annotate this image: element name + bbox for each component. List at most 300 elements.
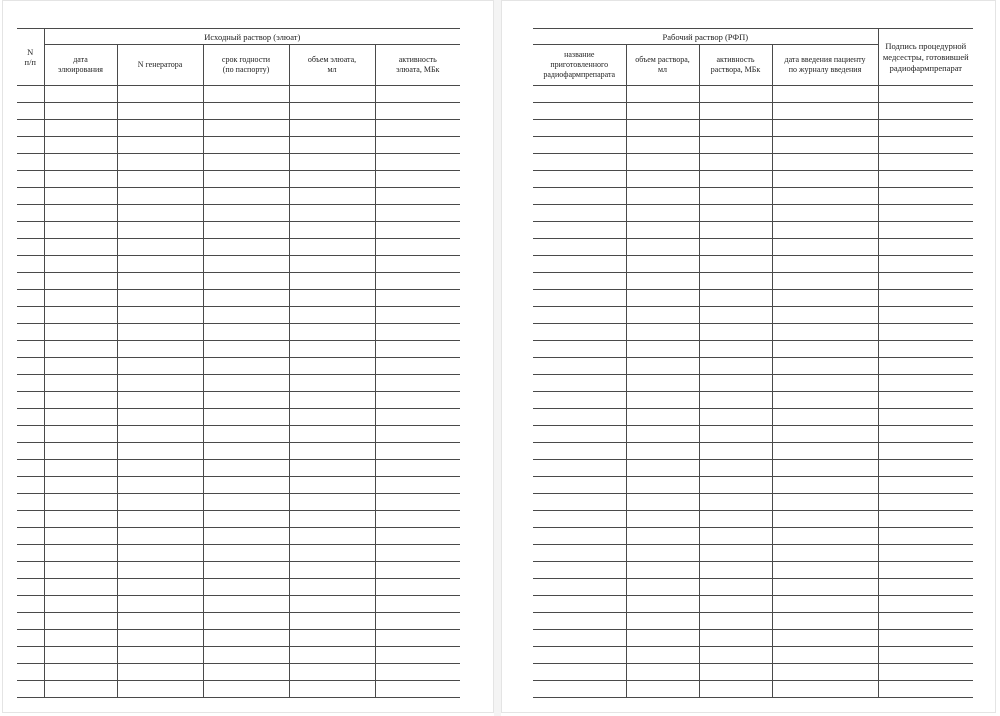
table-cell	[772, 239, 878, 256]
table-cell	[203, 103, 289, 120]
table-row	[533, 188, 973, 205]
table-cell	[772, 290, 878, 307]
table-cell	[44, 596, 117, 613]
table-cell	[117, 545, 203, 562]
table-cell	[878, 647, 973, 664]
table-row	[533, 392, 973, 409]
table-cell	[203, 681, 289, 698]
table-cell	[772, 375, 878, 392]
table-cell	[44, 528, 117, 545]
table-cell	[772, 222, 878, 239]
table-cell	[375, 511, 460, 528]
table-cell	[533, 120, 626, 137]
table-cell	[203, 426, 289, 443]
table-row	[533, 460, 973, 477]
table-cell	[117, 239, 203, 256]
table-cell	[289, 171, 375, 188]
table-row	[533, 409, 973, 426]
table-cell	[699, 120, 772, 137]
table-row	[17, 375, 460, 392]
table-cell	[289, 273, 375, 290]
table-cell	[533, 358, 626, 375]
header-administration-date: дата введения пациенту по журналу введения	[772, 45, 878, 86]
table-cell	[699, 205, 772, 222]
table-cell	[878, 239, 973, 256]
table-cell	[626, 256, 699, 273]
table-cell	[699, 239, 772, 256]
table-cell	[44, 664, 117, 681]
table-row	[17, 477, 460, 494]
table-cell	[772, 443, 878, 460]
table-cell	[772, 545, 878, 562]
table-cell	[44, 494, 117, 511]
table-cell	[626, 137, 699, 154]
table-cell	[375, 545, 460, 562]
header-solution-activity: активность раствора, МБк	[699, 45, 772, 86]
table-cell	[878, 409, 973, 426]
table-cell	[878, 528, 973, 545]
table-cell	[375, 375, 460, 392]
table-cell	[203, 358, 289, 375]
table-cell	[117, 443, 203, 460]
table-row	[17, 341, 460, 358]
table-row	[17, 630, 460, 647]
table-cell	[699, 426, 772, 443]
table-cell	[772, 103, 878, 120]
table-cell	[44, 562, 117, 579]
table-cell	[533, 545, 626, 562]
table-cell	[289, 222, 375, 239]
table-cell	[375, 273, 460, 290]
table-cell	[772, 392, 878, 409]
table-cell	[626, 120, 699, 137]
table-cell	[375, 120, 460, 137]
table-cell	[772, 579, 878, 596]
table-cell	[699, 290, 772, 307]
header-expiry-date: срок годности (по паспорту)	[203, 45, 289, 86]
table-cell	[289, 426, 375, 443]
table-cell	[203, 273, 289, 290]
table-row	[17, 494, 460, 511]
table-row	[533, 137, 973, 154]
table-row	[533, 579, 973, 596]
table-row	[17, 647, 460, 664]
table-cell	[289, 596, 375, 613]
table-cell	[772, 596, 878, 613]
table-cell	[699, 681, 772, 698]
table-cell	[203, 307, 289, 324]
table-cell	[44, 392, 117, 409]
table-cell	[772, 307, 878, 324]
table-cell	[699, 307, 772, 324]
table-cell	[533, 324, 626, 341]
table-cell	[289, 528, 375, 545]
table-cell	[375, 324, 460, 341]
table-cell	[626, 324, 699, 341]
table-row	[17, 188, 460, 205]
table-cell	[878, 222, 973, 239]
header-eluate-volume: объем элюата, мл	[289, 45, 375, 86]
table-cell	[44, 477, 117, 494]
table-cell	[117, 426, 203, 443]
table-cell	[626, 171, 699, 188]
eluate-table	[17, 28, 460, 698]
table-cell	[44, 613, 117, 630]
table-row	[17, 460, 460, 477]
table-cell	[203, 171, 289, 188]
table-cell	[117, 528, 203, 545]
table-cell	[17, 154, 44, 171]
table-cell	[772, 273, 878, 290]
table-cell	[533, 137, 626, 154]
table-cell	[203, 290, 289, 307]
table-cell	[17, 443, 44, 460]
table-cell	[117, 273, 203, 290]
table-cell	[117, 188, 203, 205]
table-cell	[17, 681, 44, 698]
table-cell	[878, 477, 973, 494]
table-cell	[117, 205, 203, 222]
table-cell	[375, 392, 460, 409]
table-cell	[17, 647, 44, 664]
table-cell	[44, 409, 117, 426]
table-cell	[289, 477, 375, 494]
table-cell	[699, 188, 772, 205]
table-cell	[117, 256, 203, 273]
table-cell	[878, 137, 973, 154]
table-cell	[17, 392, 44, 409]
table-row	[17, 681, 460, 698]
table-cell	[203, 477, 289, 494]
table-cell	[17, 460, 44, 477]
table-cell	[878, 120, 973, 137]
table-cell	[878, 579, 973, 596]
table-cell	[533, 256, 626, 273]
table-cell	[772, 205, 878, 222]
table-cell	[289, 494, 375, 511]
table-cell	[626, 562, 699, 579]
table-row	[533, 239, 973, 256]
table-row	[533, 528, 973, 545]
table-cell	[203, 375, 289, 392]
table-cell	[289, 392, 375, 409]
table-cell	[17, 86, 44, 103]
table-cell	[878, 426, 973, 443]
table-cell	[203, 596, 289, 613]
table-cell	[626, 579, 699, 596]
table-cell	[44, 222, 117, 239]
table-cell	[203, 528, 289, 545]
table-cell	[626, 630, 699, 647]
table-cell	[533, 630, 626, 647]
table-cell	[878, 375, 973, 392]
table-cell	[878, 290, 973, 307]
table-cell	[289, 290, 375, 307]
table-cell	[44, 341, 117, 358]
table-cell	[772, 188, 878, 205]
table-cell	[772, 341, 878, 358]
table-row	[17, 86, 460, 103]
table-cell	[699, 562, 772, 579]
table-cell	[17, 511, 44, 528]
table-cell	[44, 358, 117, 375]
table-row	[533, 341, 973, 358]
table-cell	[17, 494, 44, 511]
table-row	[17, 290, 460, 307]
table-cell	[203, 443, 289, 460]
table-cell	[626, 341, 699, 358]
table-row	[533, 154, 973, 171]
table-cell	[533, 273, 626, 290]
table-cell	[878, 307, 973, 324]
table-cell	[626, 613, 699, 630]
table-cell	[117, 613, 203, 630]
table-cell	[375, 477, 460, 494]
table-cell	[533, 188, 626, 205]
table-cell	[772, 324, 878, 341]
table-cell	[772, 647, 878, 664]
table-cell	[699, 154, 772, 171]
table-cell	[289, 324, 375, 341]
table-cell	[878, 205, 973, 222]
table-cell	[17, 137, 44, 154]
table-row	[533, 120, 973, 137]
table-cell	[375, 307, 460, 324]
table-cell	[203, 256, 289, 273]
table-cell	[699, 358, 772, 375]
table-cell	[772, 120, 878, 137]
table-cell	[533, 528, 626, 545]
table-cell	[44, 647, 117, 664]
table-cell	[203, 239, 289, 256]
table-cell	[17, 307, 44, 324]
table-cell	[878, 103, 973, 120]
table-cell	[533, 409, 626, 426]
table-cell	[203, 613, 289, 630]
table-cell	[44, 307, 117, 324]
table-row	[17, 171, 460, 188]
table-row	[17, 137, 460, 154]
table-cell	[17, 613, 44, 630]
header-solution-volume: объем раствора, мл	[626, 45, 699, 86]
table-cell	[117, 494, 203, 511]
table-cell	[289, 358, 375, 375]
table-cell	[117, 375, 203, 392]
table-cell	[17, 426, 44, 443]
table-cell	[203, 460, 289, 477]
table-cell	[375, 341, 460, 358]
table-cell	[878, 86, 973, 103]
table-cell	[117, 460, 203, 477]
table-row	[533, 443, 973, 460]
table-cell	[772, 494, 878, 511]
table-cell	[117, 171, 203, 188]
table-cell	[44, 460, 117, 477]
table-row	[533, 273, 973, 290]
table-cell	[375, 579, 460, 596]
table-cell	[203, 222, 289, 239]
table-cell	[772, 664, 878, 681]
table-cell	[289, 154, 375, 171]
table-cell	[533, 477, 626, 494]
table-cell	[289, 579, 375, 596]
table-cell	[699, 137, 772, 154]
table-cell	[375, 239, 460, 256]
table-cell	[117, 290, 203, 307]
table-cell	[772, 137, 878, 154]
table-cell	[289, 120, 375, 137]
table-cell	[117, 324, 203, 341]
table-cell	[203, 188, 289, 205]
table-cell	[203, 579, 289, 596]
page-gutter	[494, 0, 501, 716]
table-cell	[17, 545, 44, 562]
table-cell	[375, 460, 460, 477]
table-row	[17, 307, 460, 324]
table-row	[533, 545, 973, 562]
table-cell	[203, 324, 289, 341]
table-cell	[699, 409, 772, 426]
table-cell	[878, 562, 973, 579]
table-cell	[626, 426, 699, 443]
table-cell	[289, 613, 375, 630]
table-cell	[289, 86, 375, 103]
table-cell	[44, 205, 117, 222]
table-cell	[699, 256, 772, 273]
header-nurse-signature: Подпись процедурной медсестры, готовившей радиофармпрепарат	[878, 29, 973, 86]
table-cell	[17, 205, 44, 222]
table-cell	[44, 681, 117, 698]
table-cell	[44, 375, 117, 392]
table-cell	[772, 511, 878, 528]
table-cell	[699, 664, 772, 681]
table-cell	[878, 494, 973, 511]
table-cell	[17, 477, 44, 494]
table-cell	[699, 341, 772, 358]
table-cell	[878, 596, 973, 613]
table-cell	[878, 358, 973, 375]
table-cell	[375, 103, 460, 120]
table-cell	[203, 664, 289, 681]
table-cell	[626, 392, 699, 409]
table-cell	[699, 103, 772, 120]
table-cell	[203, 511, 289, 528]
table-cell	[289, 664, 375, 681]
table-cell	[17, 290, 44, 307]
table-cell	[17, 562, 44, 579]
table-cell	[699, 511, 772, 528]
table-cell	[699, 375, 772, 392]
table-cell	[44, 443, 117, 460]
table-row	[17, 324, 460, 341]
table-cell	[17, 120, 44, 137]
table-cell	[117, 341, 203, 358]
table-cell	[533, 579, 626, 596]
table-cell	[699, 630, 772, 647]
table-row	[533, 290, 973, 307]
table-cell	[533, 664, 626, 681]
table-row	[533, 256, 973, 273]
table-cell	[289, 409, 375, 426]
table-row	[533, 511, 973, 528]
table-cell	[203, 630, 289, 647]
table-cell	[44, 103, 117, 120]
table-cell	[17, 273, 44, 290]
table-cell	[699, 579, 772, 596]
table-cell	[699, 545, 772, 562]
table-cell	[878, 681, 973, 698]
table-cell	[772, 256, 878, 273]
table-cell	[117, 392, 203, 409]
table-row	[17, 664, 460, 681]
header-working-solution-group: Рабочий раствор (РФП)	[533, 29, 878, 45]
table-cell	[17, 239, 44, 256]
table-cell	[289, 103, 375, 120]
table-row	[533, 477, 973, 494]
table-row	[17, 613, 460, 630]
table-cell	[289, 188, 375, 205]
table-cell	[878, 154, 973, 171]
table-cell	[375, 409, 460, 426]
table-cell	[626, 290, 699, 307]
table-cell	[626, 477, 699, 494]
table-cell	[626, 596, 699, 613]
table-row	[17, 562, 460, 579]
table-cell	[626, 239, 699, 256]
table-cell	[626, 664, 699, 681]
table-cell	[375, 256, 460, 273]
table-cell	[375, 562, 460, 579]
table-cell	[533, 154, 626, 171]
table-cell	[375, 205, 460, 222]
table-cell	[699, 392, 772, 409]
table-row	[533, 426, 973, 443]
table-cell	[17, 664, 44, 681]
table-row	[533, 171, 973, 188]
table-row	[533, 324, 973, 341]
table-cell	[17, 188, 44, 205]
table-cell	[17, 222, 44, 239]
table-cell	[17, 341, 44, 358]
table-cell	[117, 222, 203, 239]
table-row	[533, 375, 973, 392]
table-cell	[699, 273, 772, 290]
table-cell	[44, 579, 117, 596]
table-cell	[17, 256, 44, 273]
table-cell	[626, 681, 699, 698]
table-cell	[626, 375, 699, 392]
table-cell	[699, 86, 772, 103]
table-cell	[878, 256, 973, 273]
table-row	[533, 613, 973, 630]
table-row	[533, 307, 973, 324]
table-cell	[878, 511, 973, 528]
table-cell	[878, 171, 973, 188]
table-cell	[699, 460, 772, 477]
table-cell	[375, 426, 460, 443]
table-cell	[626, 103, 699, 120]
table-row	[17, 443, 460, 460]
table-cell	[289, 647, 375, 664]
table-cell	[878, 664, 973, 681]
header-elution-date: дата элюирования	[44, 45, 117, 86]
table-cell	[375, 596, 460, 613]
table-cell	[626, 443, 699, 460]
table-cell	[772, 426, 878, 443]
table-cell	[117, 477, 203, 494]
table-cell	[878, 273, 973, 290]
table-cell	[626, 647, 699, 664]
